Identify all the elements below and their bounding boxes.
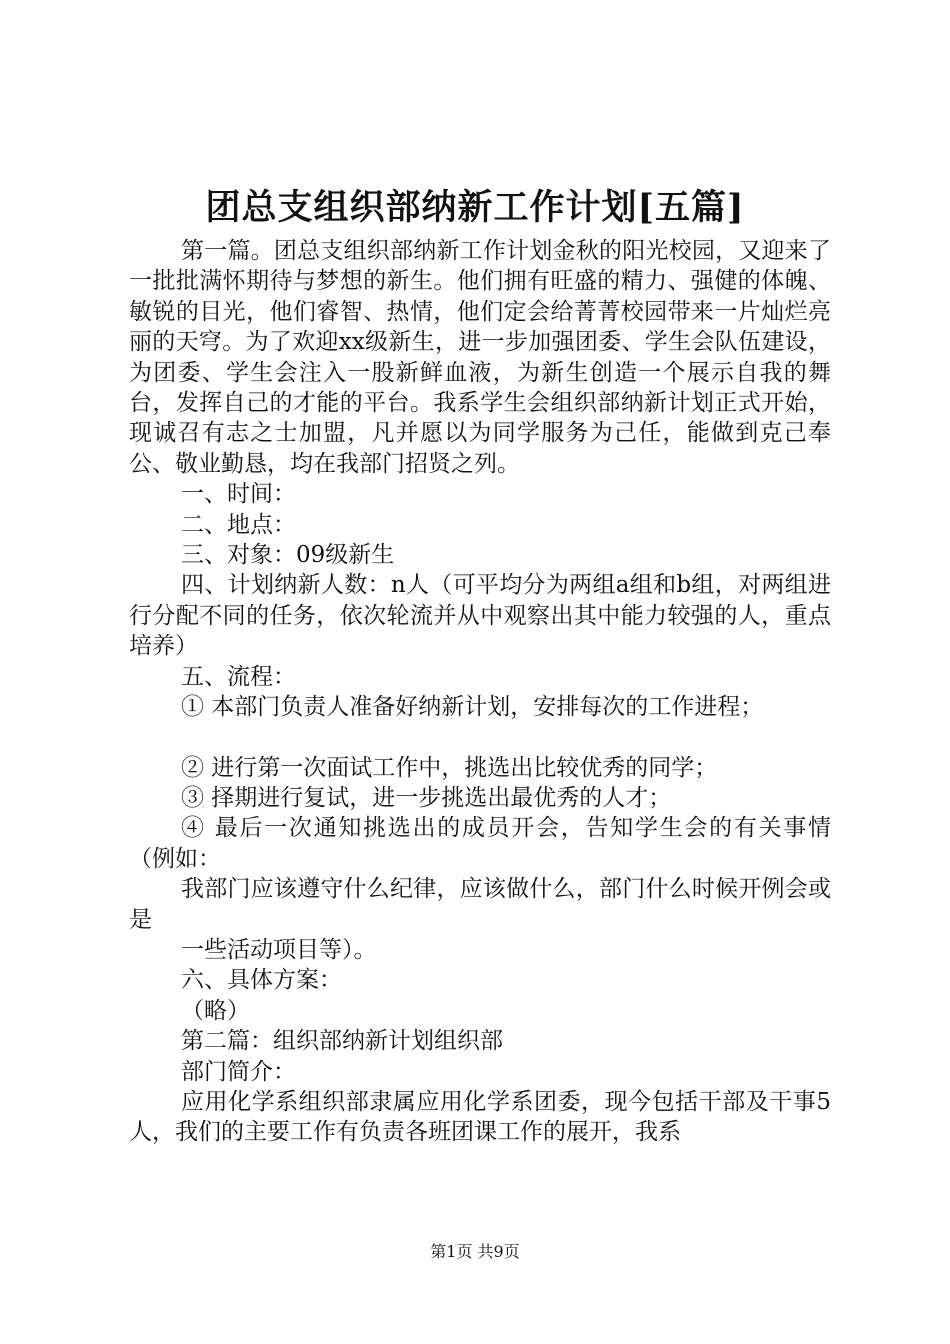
paragraph-intro: 第一篇。团总支组织部纳新工作计划金秋的阳光校园，又迎来了一批批满怀期待与梦想的新生。他们拥有旺盛的精力、强健的体魄、敏锐的目光，他们睿智、热情，他们定会给菁菁校园带来一片灿烂亮丽的天穹。为了欢迎xx级新生，进一步加强团委、学生会队伍建设，为团委、学生会注入一股新鲜血液，为新生创造一个展示自我的舞台，发挥自己的才能的平台。我系学生会组织部纳新计划正式开始，现诚召有志之士加盟，凡并愿以为同学服务为己任，能做到克己奉公、敬业勤恳，均在我部门招贤之列。: [129, 238, 831, 477]
paragraph-time: 一、时间：: [181, 481, 296, 508]
paragraph-target: 三、对象：09级新生: [181, 542, 395, 569]
paragraph-process-heading: 五、流程：: [181, 663, 296, 690]
document-body: [129, 236, 831, 1148]
page-number: 第1页 共9页: [430, 1242, 520, 1261]
paragraph-step-4: ④ 最后一次通知挑选出的成员开会，告知学生会的有关事情（例如：: [129, 815, 831, 872]
paragraph-location: 二、地点：: [181, 511, 296, 538]
paragraph-step-1: ① 本部门负责人准备好纳新计划，安排每次的工作进程；: [181, 694, 764, 721]
paragraph-department-intro-heading: 部门简介：: [181, 1058, 296, 1085]
paragraph-step-4-end: 一些活动项目等）。: [181, 936, 377, 963]
paragraph-plan-heading: 六、具体方案：: [181, 967, 342, 994]
paragraph-step-2: ② 进行第一次面试工作中，挑选出比较优秀的同学；: [181, 754, 718, 781]
paragraph-second-article: 第二篇：组织部纳新计划组织部: [181, 1028, 503, 1055]
document-title: 团总支组织部纳新工作计划[五篇]: [205, 187, 745, 228]
paragraph-step-3: ③ 择期进行复试，进一步挑选出最优秀的人才；: [181, 784, 672, 811]
paragraph-step-4-detail: 我部门应该遵守什么纪律，应该做什么，部门什么时候开例会或是: [129, 876, 831, 933]
paragraph-department-intro: 应用化学系组织部隶属应用化学系团委，现今包括干部及干事5人，我们的主要工作有负责各班团课工作的展开，我系: [129, 1088, 831, 1146]
paragraph-plan-omitted: （略）: [181, 997, 250, 1024]
paragraph-headcount: 四、计划纳新人数：n人（可平均分为两组a组和b组，对两组进行分配不同的任务，依次轮流并从中观察出其中能力较强的人，重点培养）: [129, 572, 831, 660]
